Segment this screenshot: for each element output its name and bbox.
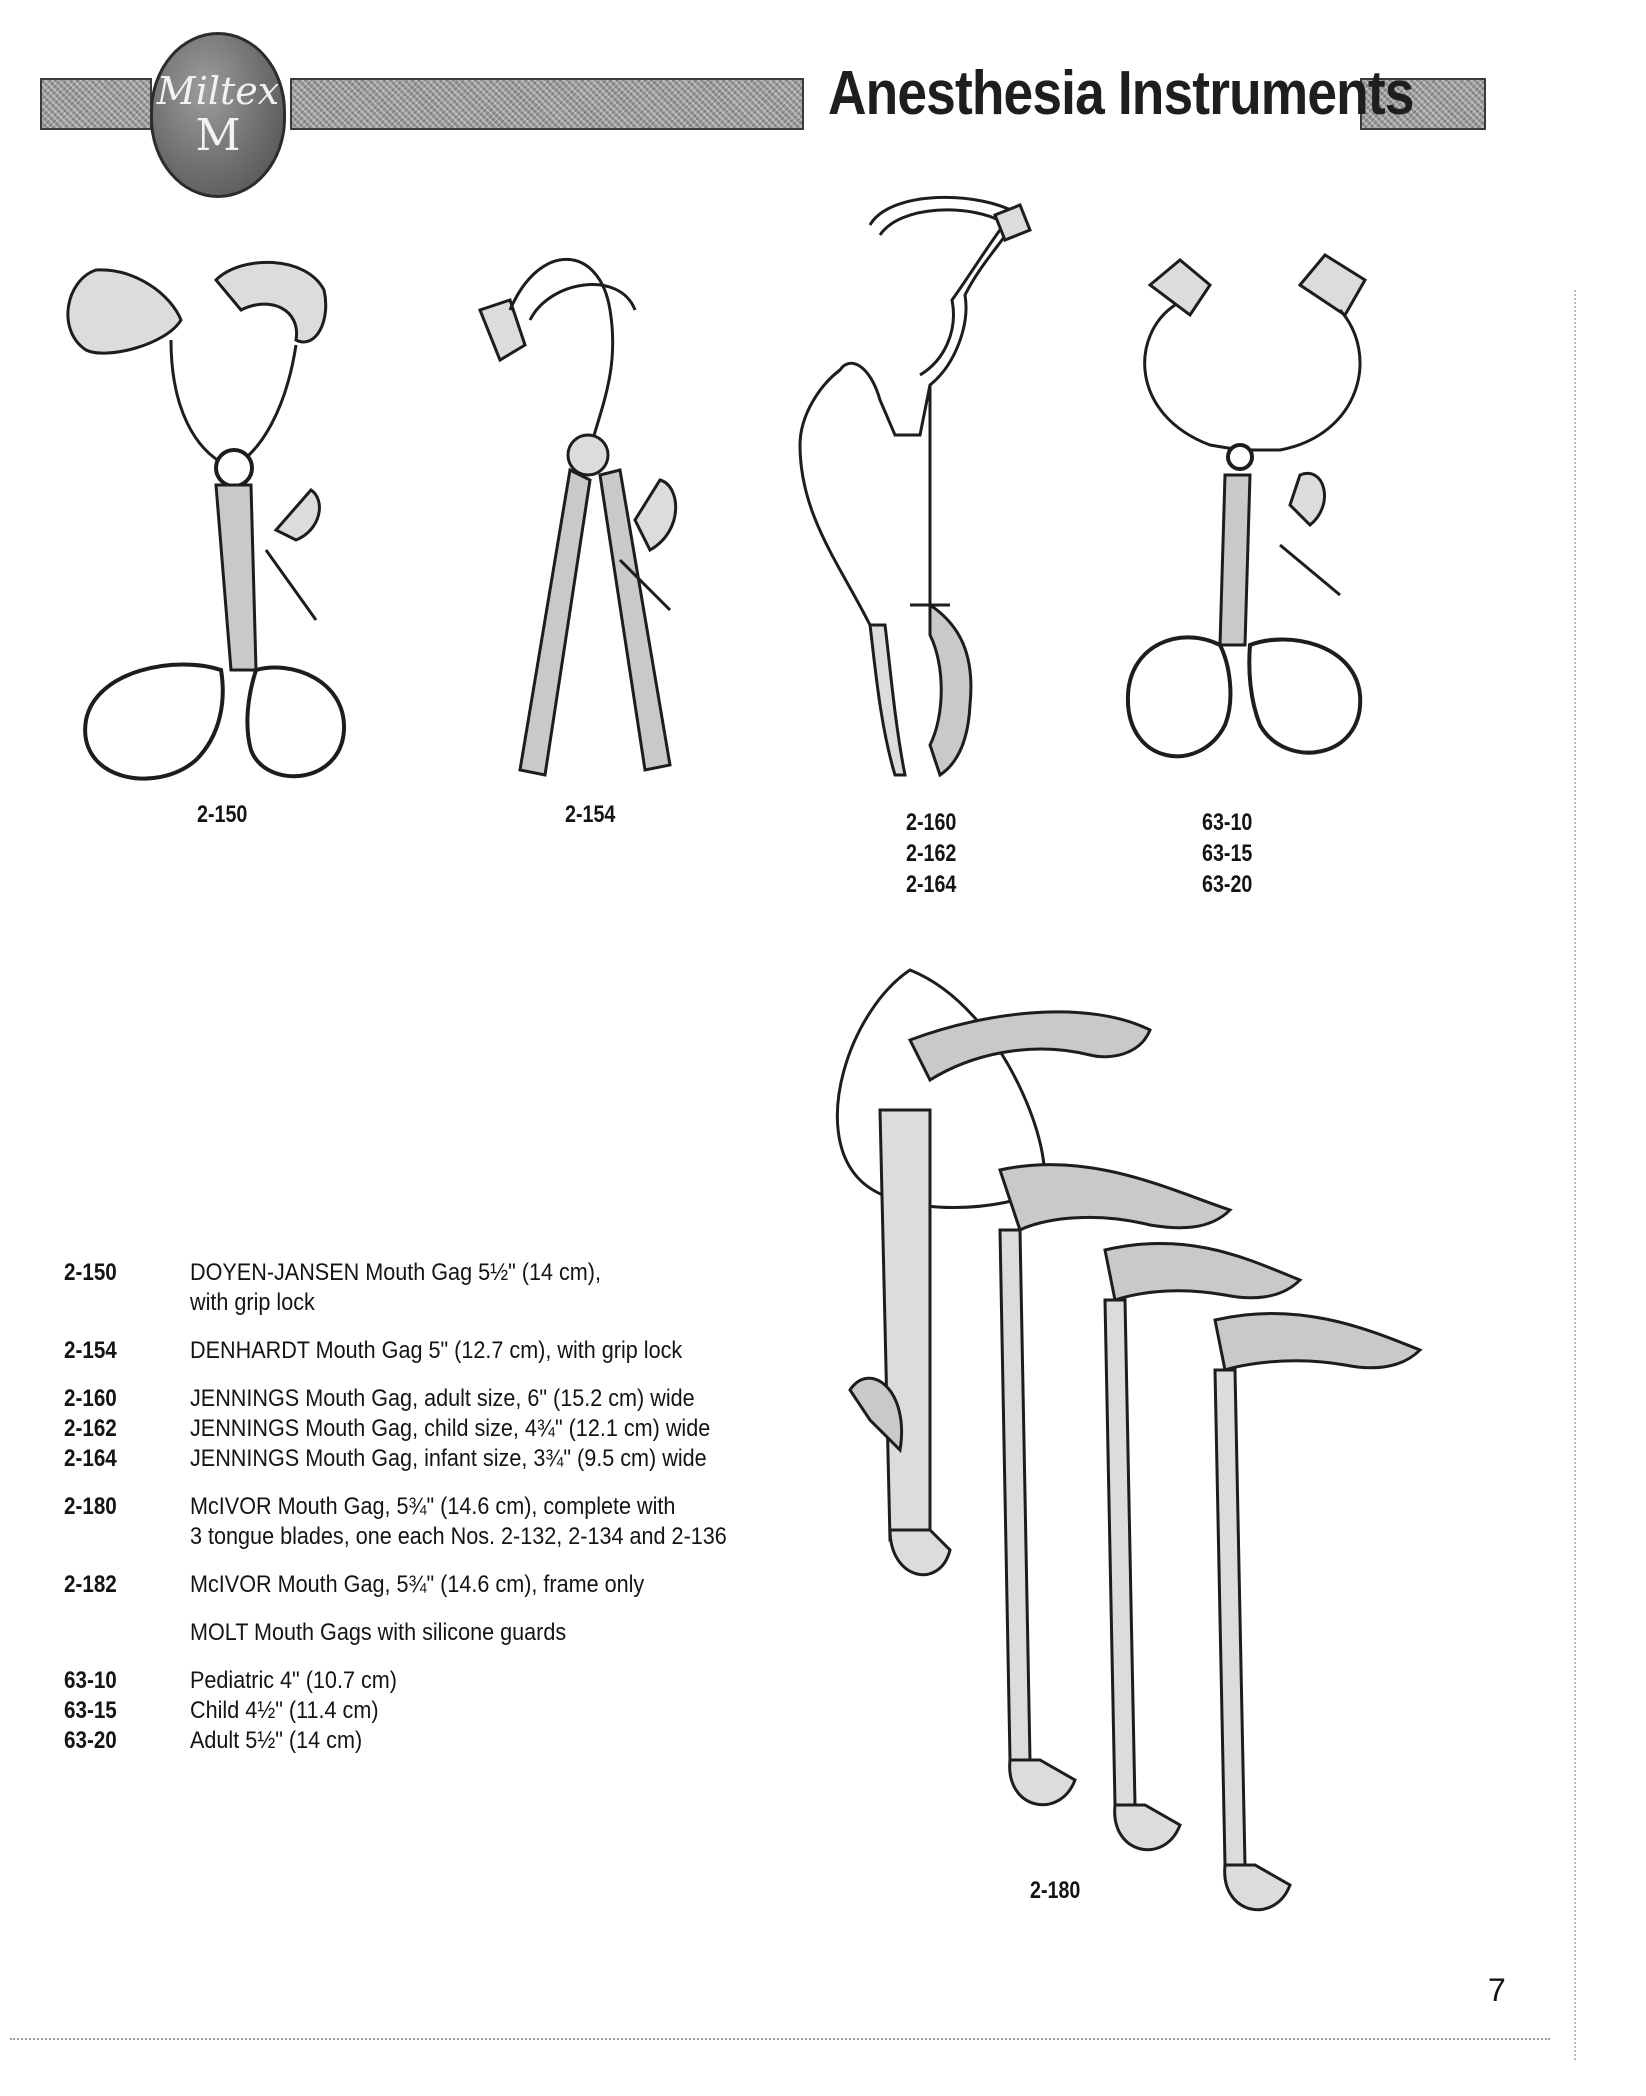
item-code: 63-15 [64,1697,117,1724]
item-description: MOLT Mouth Gags with silicone guards [190,1619,567,1646]
item-code [64,1288,172,1318]
miltex-logo [150,32,286,198]
item-code: 2-162 [64,1415,117,1442]
item-code: 2-150 [64,1259,117,1286]
catalog-entry [64,1618,824,1648]
page-number: 7 [1488,1972,1506,2008]
item-code [64,1522,172,1552]
item-description: 3 tongue blades, one each Nos. 2-132, 2-134 and 2-136 [190,1523,727,1550]
catalog-entry [64,1666,824,1756]
item-description: Child 4½" (11.4 cm) [190,1697,379,1724]
item-description: JENNINGS Mouth Gag, adult size, 6" (15.2 cm) wide [190,1385,695,1412]
catalog-list [64,1258,824,1774]
catalog-row [64,1522,824,1552]
figure-label-2-150: 2-150 [197,801,248,828]
item-description: with grip lock [190,1289,315,1316]
catalog-row [64,1570,824,1600]
doyen-jansen-illustration [56,250,336,810]
item-description: JENNINGS Mouth Gag, child size, 4¾" (12.1 cm) wide [190,1415,711,1442]
item-code: 2-154 [64,1337,117,1364]
catalog-row [64,1618,824,1648]
header-band-left [40,78,152,130]
item-description: McIVOR Mouth Gag, 5¾" (14.6 cm), complete with [190,1493,676,1520]
figure-label-2-162: 2-162 [906,840,957,867]
item-code: 2-160 [64,1385,117,1412]
item-description: DENHARDT Mouth Gag 5" (12.7 cm), with grip lock [190,1337,683,1364]
header-band-middle [290,78,804,130]
item-code: 2-182 [64,1571,117,1598]
item-description: JENNINGS Mouth Gag, infant size, 3¾" (9.5 cm) wide [190,1445,707,1472]
jennings-illustration [780,185,1040,805]
logo-script-text: Miltex [156,69,280,113]
item-code: 2-180 [64,1493,117,1520]
mcivor-illustration [810,930,1500,1880]
denhardt-illustration [470,250,710,810]
item-description: Adult 5½" (14 cm) [190,1727,363,1754]
catalog-row [64,1384,824,1414]
logo-monogram: M [195,110,241,161]
right-edge-rule [1574,290,1576,2060]
item-description: DOYEN-JANSEN Mouth Gag 5½" (14 cm), [190,1259,601,1286]
figure-label-2-154: 2-154 [565,801,616,828]
figure-label-63-15: 63-15 [1202,840,1253,867]
catalog-entry [64,1570,824,1600]
catalog-row [64,1492,824,1522]
item-code: 63-10 [64,1667,117,1694]
catalog-row [64,1336,824,1366]
catalog-entry [64,1336,824,1366]
catalog-row [64,1414,824,1444]
item-code: 63-20 [64,1727,117,1754]
item-code [64,1618,172,1648]
catalog-row [64,1696,824,1726]
catalog-row [64,1258,824,1288]
catalog-row [64,1288,824,1318]
catalog-row [64,1666,824,1696]
figure-label-63-10: 63-10 [1202,809,1253,836]
figure-label-2-164: 2-164 [906,871,957,898]
figure-label-2-160: 2-160 [906,809,957,836]
catalog-row [64,1444,824,1474]
page-title: Anesthesia Instruments [828,59,1414,128]
figure-label-63-20: 63-20 [1202,871,1253,898]
molt-illustration [1110,245,1410,805]
figure-label-2-180: 2-180 [1030,1877,1081,1904]
catalog-entry [64,1492,824,1552]
catalog-row [64,1726,824,1756]
catalog-entry [64,1258,824,1318]
item-description: Pediatric 4" (10.7 cm) [190,1667,397,1694]
item-code: 2-164 [64,1445,117,1472]
bottom-rule [10,2038,1550,2040]
catalog-entry [64,1384,824,1474]
item-description: McIVOR Mouth Gag, 5¾" (14.6 cm), frame only [190,1571,645,1598]
